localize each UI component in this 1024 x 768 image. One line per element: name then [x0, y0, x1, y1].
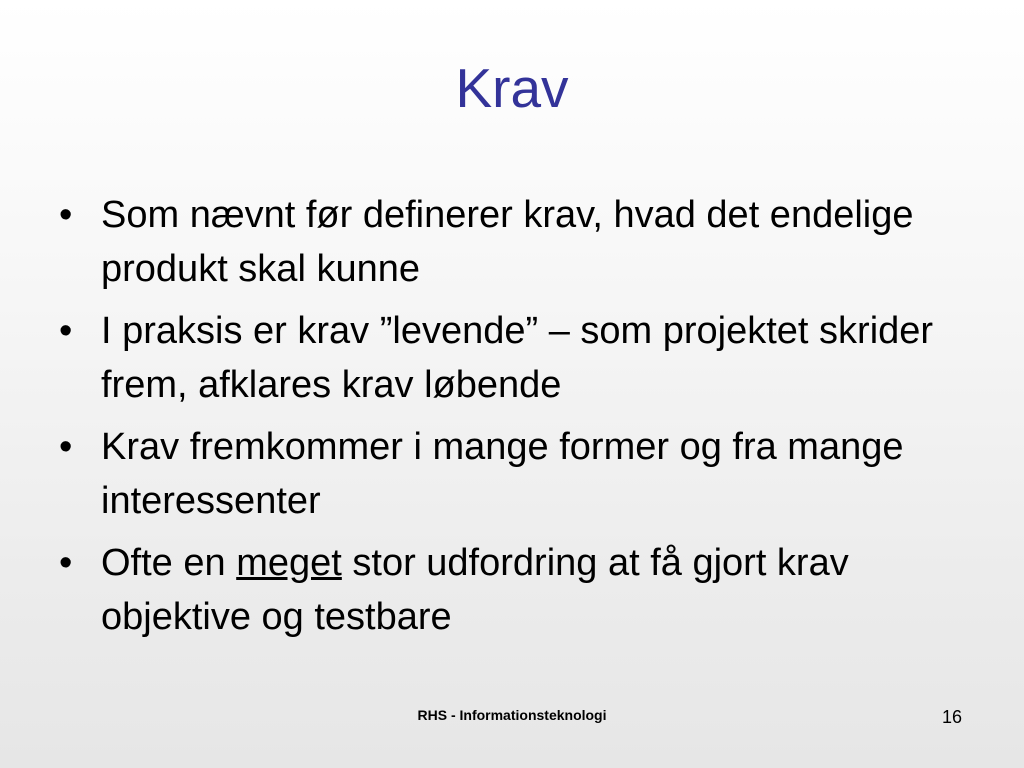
- slide-number: 16: [941, 707, 962, 727]
- bullet-item: [56, 304, 966, 412]
- slide-title: Krav: [455, 57, 569, 119]
- bullet-text: I praksis er krav ”levende” – som projektet skrider frem, afklares krav løbende: [101, 310, 934, 406]
- bullet-item: [56, 188, 966, 296]
- bullet-list: [56, 188, 966, 652]
- bullet-text-before: Ofte en: [101, 542, 237, 584]
- footer-text: RHS - Informationsteknologi: [417, 707, 607, 723]
- bullet-marker: •: [59, 542, 73, 584]
- bullet-marker: •: [59, 194, 73, 236]
- bullet-text: Som nævnt før definerer krav, hvad det endelige produkt skal kunne: [101, 194, 914, 290]
- underlined-emphasis: meget: [236, 542, 342, 584]
- bullet-marker: •: [59, 426, 73, 468]
- bullet-item: [56, 420, 966, 528]
- bullet-text: Krav fremkommer i mange former og fra mange interessenter: [101, 426, 904, 522]
- bullet-marker: •: [59, 310, 73, 352]
- bullet-item: [56, 536, 966, 644]
- bullet-text-after: stor udfordring at få gjort krav objektive og testbare: [101, 542, 849, 638]
